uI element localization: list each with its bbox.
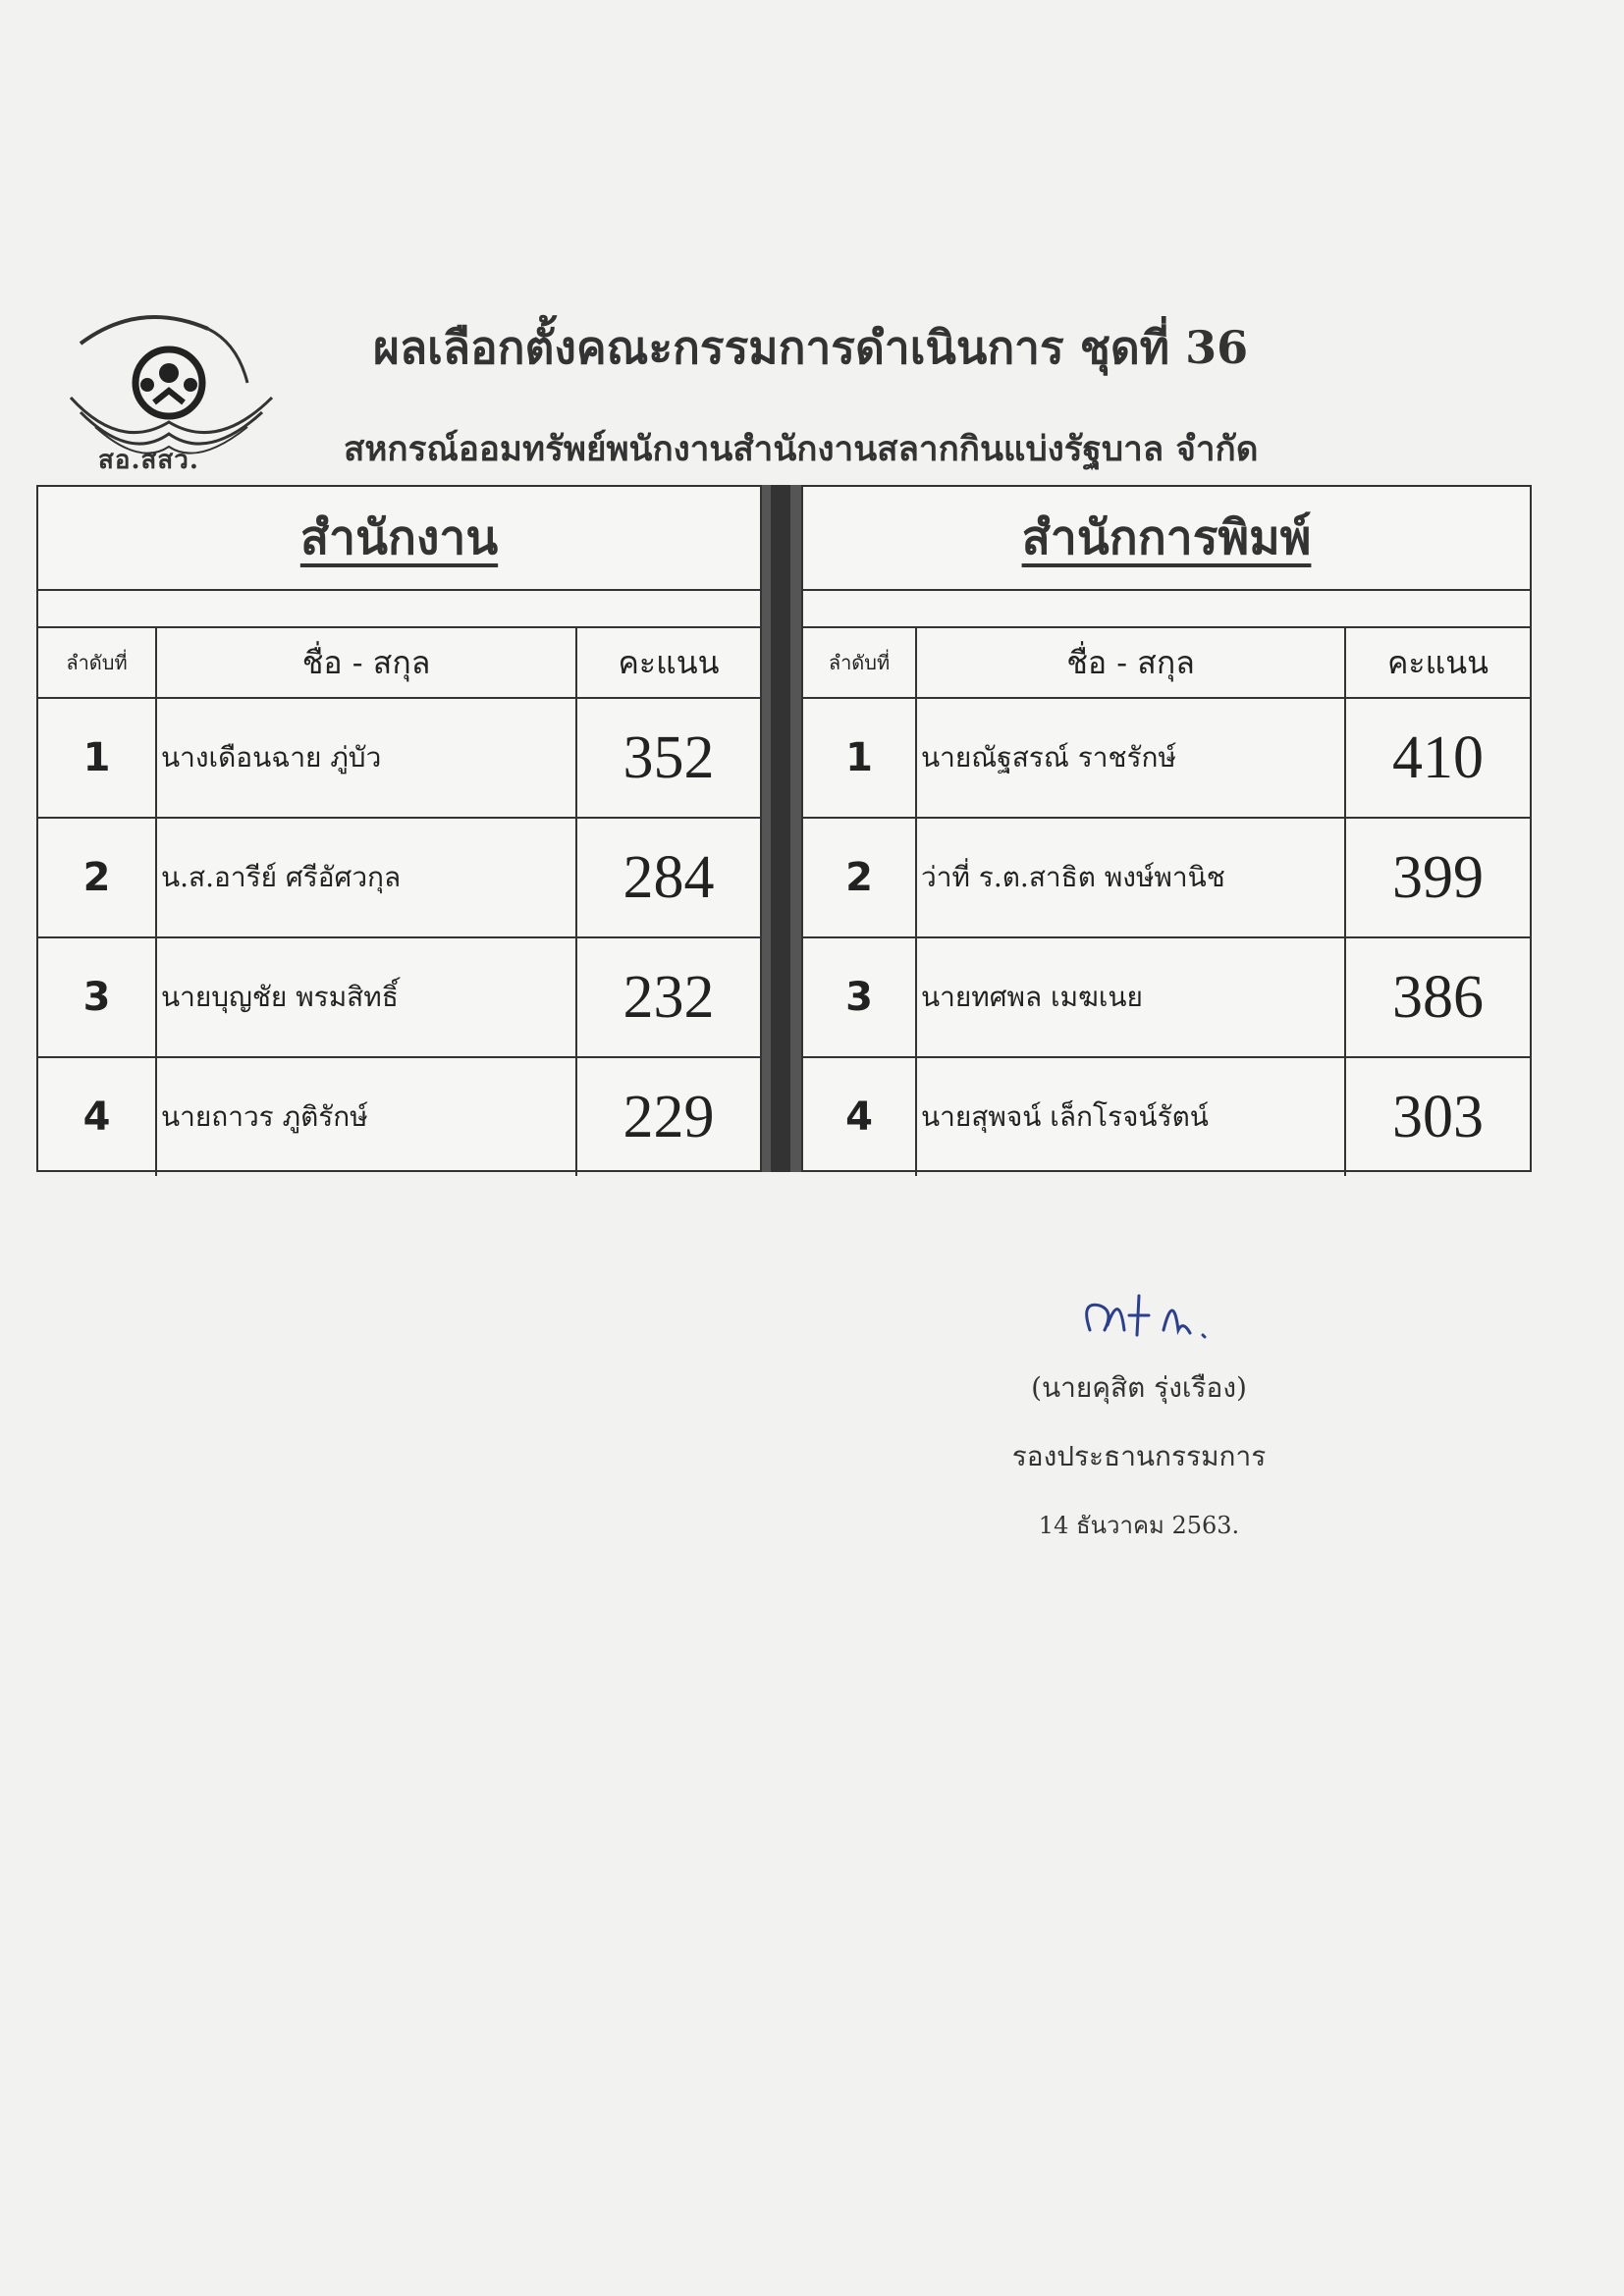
order-cell: 2 [803,818,916,937]
results-table [803,628,1530,1176]
office-results-panel [36,485,762,1172]
panel-heading-text: สำนักการพิมพ์ [1021,510,1312,565]
score-cell: 303 [1345,1057,1530,1176]
score-cell: 284 [576,818,760,937]
name-cell: น.ส.อารีย์ ศรีอัศวกุล [156,818,576,937]
name-cell: นายบุญชัย พรมสิทธิ์ [156,937,576,1057]
score-cell: 386 [1345,937,1530,1057]
order-cell: 4 [803,1057,916,1176]
handwritten-signature [1080,1286,1227,1345]
column-header-score: คะแนน [1345,628,1530,698]
table-row [803,937,1530,1057]
panel-heading-text: สำนักงาน [299,510,499,565]
panel-divider [762,485,801,1172]
table-header-row [38,628,760,698]
score-cell: 352 [576,698,760,818]
table-row [803,1057,1530,1176]
table-row [38,1057,760,1176]
page-subtitle: สหกรณ์ออมทรัพย์พนักงานสำนักงานสลากกินแบ่งรัฐบาล จำกัด [344,429,1259,469]
printing-office-results-panel [801,485,1532,1172]
order-cell: 1 [38,698,156,818]
column-header-order: ลำดับที่ [38,628,156,698]
org-abbreviation: สอ.สสว. [98,446,199,475]
name-cell: นายทศพล เมฆเนย [916,937,1345,1057]
score-cell: 229 [576,1057,760,1176]
score-cell: 399 [1345,818,1530,937]
score-cell: 232 [576,937,760,1057]
table-header-row [803,628,1530,698]
name-cell: นายถาวร ภูติรักษ์ [156,1057,576,1176]
table-row [38,937,760,1057]
column-header-name: ชื่อ - สกุล [156,628,576,698]
table-row [38,818,760,937]
name-cell: ว่าที่ ร.ต.สาธิต พงษ์พานิช [916,818,1345,937]
table-row [803,698,1530,818]
column-header-order: ลำดับที่ [803,628,916,698]
panel-heading [803,487,1530,591]
column-header-name: ชื่อ - สกุล [916,628,1345,698]
name-cell: นายณัฐสรณ์ ราชรักษ์ [916,698,1345,818]
spacer-row [38,591,760,628]
score-cell: 410 [1345,698,1530,818]
spacer-row [803,591,1530,628]
order-cell: 4 [38,1057,156,1176]
signer-name: (นายคุสิต รุ่งเรือง) [1031,1371,1247,1404]
panel-heading [38,487,760,591]
results-table [38,628,760,1176]
table-row [803,818,1530,937]
order-cell: 3 [38,937,156,1057]
signature-date: 14 ธันวาคม 2563. [1038,1512,1240,1539]
signer-position: รองประธานกรรมการ [1011,1440,1267,1472]
order-cell: 3 [803,937,916,1057]
column-header-score: คะแนน [576,628,760,698]
page-title: ผลเลือกตั้งคณะกรรมการดำเนินการ ชุดที่ 36 [373,321,1249,374]
order-cell: 1 [803,698,916,818]
order-cell: 2 [38,818,156,937]
table-row [38,698,760,818]
name-cell: นางเดือนฉาย ภู่บัว [156,698,576,818]
name-cell: นายสุพจน์ เล็กโรจน์รัตน์ [916,1057,1345,1176]
